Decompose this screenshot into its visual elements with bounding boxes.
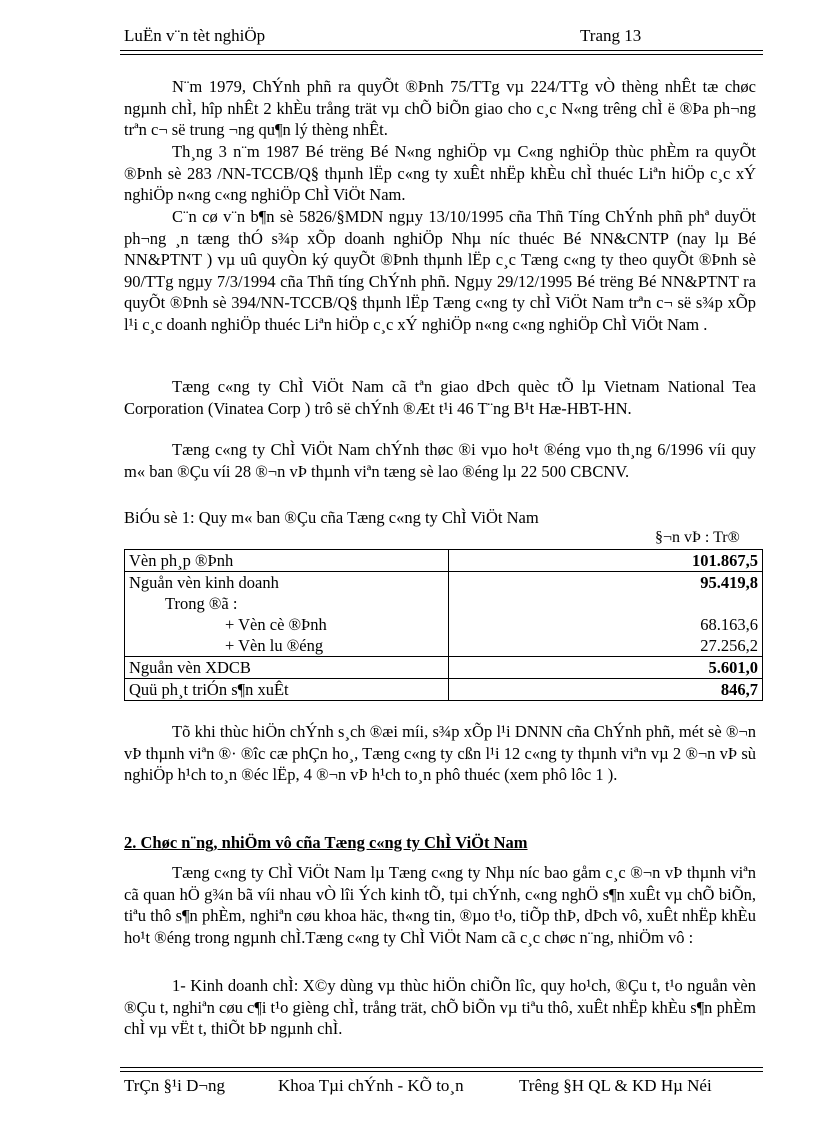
- section-heading: 2. Chøc n¨ng, nhiÖm vô cña Tæng c«ng ty ChÌ ViÖt Nam: [124, 833, 528, 852]
- paragraph-6-text: Tõ khi thùc hiÖn chÝnh s¸ch ®æi míi, s¾p xÕp l¹i DNNN cña ChÝnh phñ, mét sè ®¬n vÞ thµnh viªn ®· ®îc cæ phÇn ho¸, Tæng c«ng ty cßn l¹i 12 c«ng ty thµnh viªn vµ 2 ®¬n vÞ sù nghiÖp h¹ch to¸n ®éc lËp, 4 ®¬n vÞ h¹ch to¸n phô thuéc (xem phô lôc 1 ).: [124, 722, 756, 784]
- paragraph-5-text: Tæng c«ng ty ChÌ ViÖt Nam chÝnh thøc ®i vµo ho¹t ®éng vµo th¸ng 6/1996 víi quy m« ban ®Çu víi 28 ®¬n vÞ thµnh viªn tæng sè lao ®éng lµ 22 500 CBCNV.: [124, 440, 756, 481]
- table-row: [125, 679, 763, 701]
- paragraph-7-text: Tæng c«ng ty ChÌ ViÖt Nam lµ Tæng c«ng ty Nhµ níc bao gåm c¸c ®¬n vÞ thµnh viªn cã quan hÖ g¾n bã víi nhau vÒ lîi Ých kinh tÕ, tµi chÝnh, c«ng nghÖ s¶n xuÊt vµ chÕ biÕn, tiªu thô s¶n phÈm, nghiªn cøu khoa häc, th«ng tin, ®µo t¹o, tiÕp thÞ, dÞch vô, xuÊt nhËp khÈu ho¹t ®éng trong ngµnh chÌ.Tæng c«ng ty ChÌ ViÖt Nam cã c¸c chøc n¨ng, nhiÖm vô :: [124, 863, 756, 947]
- row-value: 846,7: [449, 679, 763, 701]
- paragraph-1: [124, 76, 756, 141]
- row-label: + Vèn lu ®éng: [125, 635, 449, 657]
- paragraph-4-text: Tæng c«ng ty ChÌ ViÖt Nam cã tªn giao dÞch quèc tÕ lµ Vietnam National Tea Corporation (Vinatea Corp ) trô së chÝnh ®Æt t¹i 46 T¨ng B¹t Hæ-HBT-HN.: [124, 377, 756, 418]
- paragraph-4: [124, 376, 756, 419]
- footer-faculty: Khoa Tµi chÝnh - KÕ to¸n: [278, 1076, 464, 1095]
- paragraph-8: [124, 975, 756, 1040]
- paragraph-6: [124, 721, 756, 786]
- paragraph-5: [124, 439, 756, 482]
- row-label: + Vèn cè ®Þnh: [125, 614, 449, 635]
- row-value: 95.419,8: [449, 572, 763, 594]
- table-row: [125, 635, 763, 657]
- header-title: LuËn v¨n tèt nghiÖp: [124, 26, 266, 45]
- paragraph-3-text: C¨n cø v¨n b¶n sè 5826/§MDN ngµy 13/10/1995 cña Thñ Tíng ChÝnh phñ phª duyÖt ph¬ng ¸n tæng thÓ s¾p xÕp doanh nghiÖp Nhµ níc thuéc Bé NN&CNTP (nay lµ Bé NN&PTNT ) vµ uû quyÒn ký quyÕt ®Þnh thµnh lËp c¸c Tæng c«ng ty theo quyÕt ®Þnh sè 90/TTg ngµy 7/3/1994 cña Thñ tíng ChÝnh phñ. Ngµy 29/12/1995 Bé trëng Bé NN&PTNT ra quyÕt ®Þnh sè 394/NN-TCCB/Q§ thµnh lËp Tæng c«ng ty chÌ ViÖt Nam trªn c¬ së s¾p xÕp l¹i c¸c doanh nghiÖp thuéc Liªn hiÖp c¸c xÝ nghiÖp n«ng c«ng nghiÖp ChÌ ViÖt Nam .: [124, 207, 756, 334]
- table-caption: BiÓu sè 1: Quy m« ban ®Çu cña Tæng c«ng ty ChÌ ViÖt Nam: [124, 508, 539, 527]
- header-rule-top: [120, 50, 763, 51]
- paragraph-2-text: Th¸ng 3 n¨m 1987 Bé trëng Bé N«ng nghiÖp vµ C«ng nghiÖp thùc phÈm ra quyÕt ®Þnh sè 283 /NN-TCCB/Q§ thµnh lËp c«ng ty xuÊt nhËp khÈu chÌ thuéc Liªn hiÖp c¸c xÝ nghiÖp n«ng c«ng nghiÖp ChÌ ViÖt Nam.: [124, 142, 756, 204]
- row-label: Vèn ph¸p ®Þnh: [125, 550, 449, 572]
- footer-university: Trêng §H QL & KD Hµ Néi: [519, 1076, 712, 1095]
- footer-author: TrÇn §¹i D¬ng: [124, 1076, 225, 1095]
- footer-rule-top: [120, 1067, 763, 1068]
- table-row: [125, 593, 763, 614]
- paragraph-8-text: 1- Kinh doanh chÌ: X©y dùng vµ thùc hiÖn chiÕn lîc, quy ho¹ch, ®Çu t, t¹o nguån vèn ®Çu t, nghiªn cøu c¶i t¹o gièng chÌ, trång trät, chÕ biÕn vµ tiªu thô, xuÊt nhËp khÈu s¶n phÈm chÌ vµ vËt t, thiÕt bÞ ngµnh chÌ.: [124, 976, 756, 1038]
- row-value: 68.163,6: [449, 614, 763, 635]
- paragraph-7: [124, 862, 756, 948]
- footer-rule-bottom: [120, 1071, 763, 1072]
- row-label: Trong ®ã :: [125, 593, 449, 614]
- table-row: [125, 572, 763, 594]
- row-value: 27.256,2: [449, 635, 763, 657]
- paragraph-3: [124, 206, 756, 335]
- row-label: Nguån vèn kinh doanh: [125, 572, 449, 594]
- table-row: [125, 614, 763, 635]
- row-value: 101.867,5: [449, 550, 763, 572]
- row-label: Quü ph¸t triÓn s¶n xuÊt: [125, 679, 449, 701]
- header-page-number: Trang 13: [580, 26, 642, 45]
- row-value: 5.601,0: [449, 657, 763, 679]
- table-unit: §¬n vÞ : Tr®: [655, 529, 740, 546]
- row-value: [449, 593, 763, 614]
- capital-table: [124, 549, 763, 701]
- header-rule-bottom: [120, 54, 763, 55]
- table-row: [125, 657, 763, 679]
- table-row: [125, 550, 763, 572]
- row-label: Nguån vèn XDCB: [125, 657, 449, 679]
- paragraph-2: [124, 141, 756, 206]
- paragraph-1-text: N¨m 1979, ChÝnh phñ ra quyÕt ®Þnh 75/TTg vµ 224/TTg vÒ thèng nhÊt tæ chøc ngµnh chÌ, hîp nhÊt 2 khÈu trång trät vµ chÕ biÕn giao cho c¸c N«ng trêng chÌ ë ®Þa ph¬ng trªn c¬ së trung ¬ng qu¶n lý thèng nhÊt.: [124, 77, 756, 139]
